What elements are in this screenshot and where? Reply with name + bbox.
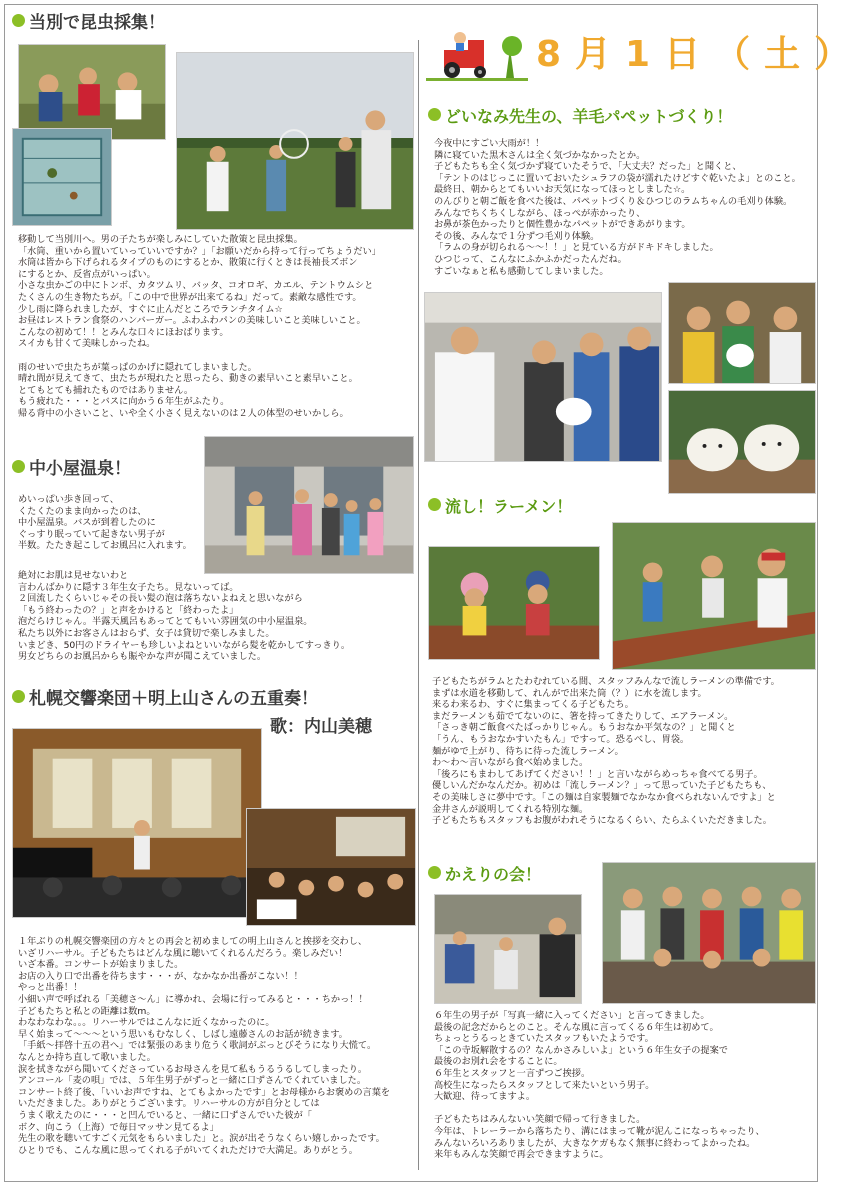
column-divider [418, 40, 419, 1170]
photo-puppet-making [424, 292, 662, 462]
photo-farewell-room [434, 894, 582, 1004]
photo-concert-audience [246, 808, 416, 926]
heading-farewell: かえりの会！ [428, 866, 541, 884]
bullet-icon [428, 866, 441, 879]
photo-onsen [204, 436, 414, 574]
heading-concert: 札幌交響楽団＋明上山さんの五重奏！ [12, 690, 318, 709]
text-onsen-bottom: 絶対にお肌は見せないわと 言わんばかりに隠す３年生女子たち。見ないってば。 ２回流したくらいじゃその長い髪の泡は落ちないよねえと思いながら 「もう終わったの？」と声をかけると「終わったよ」 泡だらけじゃん。半露天風呂もあってとてもいい雰囲気の中小屋温泉。 私たち以外にお客さんはおらず、女子は貸切で楽しみました。 いまどき、50円のドライヤーも珍しいよねといいながら髪を乾かしてすっきり。 男女どちらのお風呂からも賑やかな声が聞こえていました。 [18, 570, 351, 663]
bullet-icon [12, 14, 25, 27]
photo-puppet-kids [668, 282, 816, 384]
date-title: 8月1日（土） [536, 34, 864, 75]
photo-ramen-right [612, 522, 816, 670]
singer-credit: 歌：内山美穂 [270, 717, 372, 737]
tractor-icon [424, 26, 530, 84]
photo-insect-field [176, 52, 414, 230]
bullet-icon [428, 108, 441, 121]
text-farewell: ６年生の男子が「写真一緒に入ってください」と言ってきました。 最後の記念だからとのこと。そんな風に言ってくる６年生は初めて。 ちょっとうるっときていたスタッフもいたようです。 「この寺坂解散するの？なんかさみしいよ」という６年生女子の提案で 最後のお別れ会をすることに。 ６年生とスタッフと一言ずつご挨拶。 高校生になったらスタッフとして来たいという男子。 大歓迎、待ってますよ。 子どもたちはみんないい笑顔で帰って行きました。 今年は、トレーラーから落ちたり、溝にはまって靴が泥んこになっちゃったり、 みんないろいろありましたが、大きなケガもなく無事に終わってよかったね。 来年もみんな笑顔で再会できますように。 [434, 1010, 765, 1161]
heading-insect: 当別で昆虫採集！ [12, 14, 165, 33]
heading-puppet: どいなみ先生の、羊毛パペットづくり！ [428, 108, 732, 126]
photo-ramen-left [428, 546, 600, 660]
text-insect: 移動して当別川へ。男の子たちが楽しみにしていた散策と昆虫採集。 「水筒、重いから置いていっていいですか？」「お願いだから持って行ってちょうだい」 水筒は皆から下げられるタイプのものにするとか、散策に行くときは長袖長ズボン にするとか、反省点がいっぱい。 小さな虫かごの中にトンボ、カタツムリ、バッタ、コオロギ、カエル、テントウムシと たくさんの生き物たちが。「この中で世界が出来てるね」だって。素敵な感性です。 少し雨に降られましたが、すぐに止んだところでランチタイム☆ お昼はレストラン食祭のハンバーガー。ふわふわパンの美味しいこと美味しいこと。 こんなの初めて！！とみんな口々にほおばります。 スイカも甘くて美味しかったね。 雨のせいで虫たちが葉っぱのかげに隠れてしまいました。 晴れ間が見えてきて、虫たちが現れたと思ったら、動きの素早いこと素早いこと。 とてもとても捕れたものではありません。 もう疲れた・・・とバスに向かう６年生がふたり。 帰る背中の小さいこと、いや全く小さく見えないのは２人の体型のせいかしら。 [18, 234, 381, 419]
bullet-icon [12, 460, 25, 473]
text-onsen-top: めいっぱい歩き回って、 くたくたのまま向かったのは、 中小屋温泉。バスが到着したのに ぐっすり眠っていて起きない男子が 半数。たたき起こしてお風呂に入れます。 [18, 494, 192, 552]
photo-farewell-group [602, 862, 816, 1004]
heading-onsen: 中小屋温泉！ [12, 460, 131, 479]
bullet-icon [428, 498, 441, 511]
heading-ramen: 流し！ラーメン！ [428, 498, 572, 516]
photo-insect-cage [12, 128, 112, 226]
bullet-icon [12, 690, 25, 703]
text-concert: １年ぶりの札幌交響楽団の方々との再会と初めましての明上山さんと挨拶を交わし、 いざリハーサル。子どもたちはどんな風に聴いてくれるんだろう。楽しみだい！ いざ本番。コンサートが始まりました。 お店の入り口で出番を待ちます・・・が、なかなか出番がこない！！ やっと出番！！ 小細い声で呼ばれる「美穂さ～ん」に導かれ、会場に行ってみると・・・ちかっ！！ 子どもたちと私との距離は数m。 わなわなわな。。。リハーサルではこんなに近くなかったのに。 早く始まって～～～という思いもむなしく、しばし遠藤さんのお話が続きます。 「手紙～拝啓十五の君へ」では緊張のあまり危うく歌詞がぶっとびそうになり大慌て。 なんとか持ち直して歌いました。 涙を拭きながら聞いてくださっているお母さんを見て私もうるうるしてしまったり。 アンコール「麦の唄」では、５年生男子がずっと一緒に口ずさんでくれていました。 コンサート終了後、「いいお声ですね、とてもよかったです」とお母様からお褒めの言葉を いただきました。ありがとうございます。リハーサルの方が自分としては うまく歌えたのに・・・と凹んでいると、一緒に口ずさんでいた彼が「 ボク、向こう（上海）で毎日マッサン見てるよ」 先生の歌を聴いてすごく元気をもらいました」と。涙が出そうなくらい嬉しかったです。 ひとりでも、こんな風に思ってくれる子がいてくれただけで大満足。ありがとう。 [18, 936, 391, 1156]
text-ramen: 子どもたちがラムとたわむれている間、スタッフみんなで流しラーメンの準備です。 まずは水道を移動して、れんがで出来た筒（？）に水を流します。 来るわ来るわ、すぐに集まってくる子どもたち。 まだラーメンも茹でてないのに、箸を持ってきたりして、エアラーメン。 「さっき朝ご飯食べたばっかりじゃん。もうおなか平気なの？」と聞くと 「うん、もうおなかすいたもん」ですって。恐るべし、胃袋。 麺がゆで上がり、待ちに待った流しラーメン。 わ～わ～言いながら食べ始めました。 「後ろにもまわしてあげてください！！」と言いながらめっちゃ食べてる男子。 優しいんだかなんだか。初めは「流しラーメン？」って思っていた子どもたちも、 その美味しさに夢中です。「この麺は自家製麺でなかなか食べられないんですよ」と 金井さんが説明してくれる特別な麺。 子どもたちもスタッフもお腹がわれそうになるくらい、たらふくいただきました。 [432, 676, 780, 827]
text-puppet: 今夜中にすごい大雨が！！ 隣に寝ていた黒木さんは全く気づかなかったとか。 子どもたちも全く気づかず寝ていたそうで、「大丈夫？だった」と聞くと、 「テントのはじっこに置いておいたシュラフの袋が濡れたけどすぐ乾いたよ」とのこと。 最終日、朝からとてもいいお天気になってほっとしました☆。 のんびりと朝ご飯を食べた後は、パペットづくり＆ひつじのラムちゃんの毛刈り体験。 みんなでちくちくしながら、ほっぺが赤かったり、 お鼻が茶色かったりと個性豊かなパペットができあがります。 その後、みんなで１分ずつ毛刈り体験。 「ラムの身が切られる～～！！」と見ている方がドキドキしました。 ひつじって、こんなにふかふかだったんだね。 すごいなぁと私も感動してしまいました。 [434, 138, 801, 277]
photo-concert-hall [12, 728, 262, 918]
photo-puppet-sheep [668, 390, 816, 494]
photo-insect-picnic [18, 44, 166, 140]
